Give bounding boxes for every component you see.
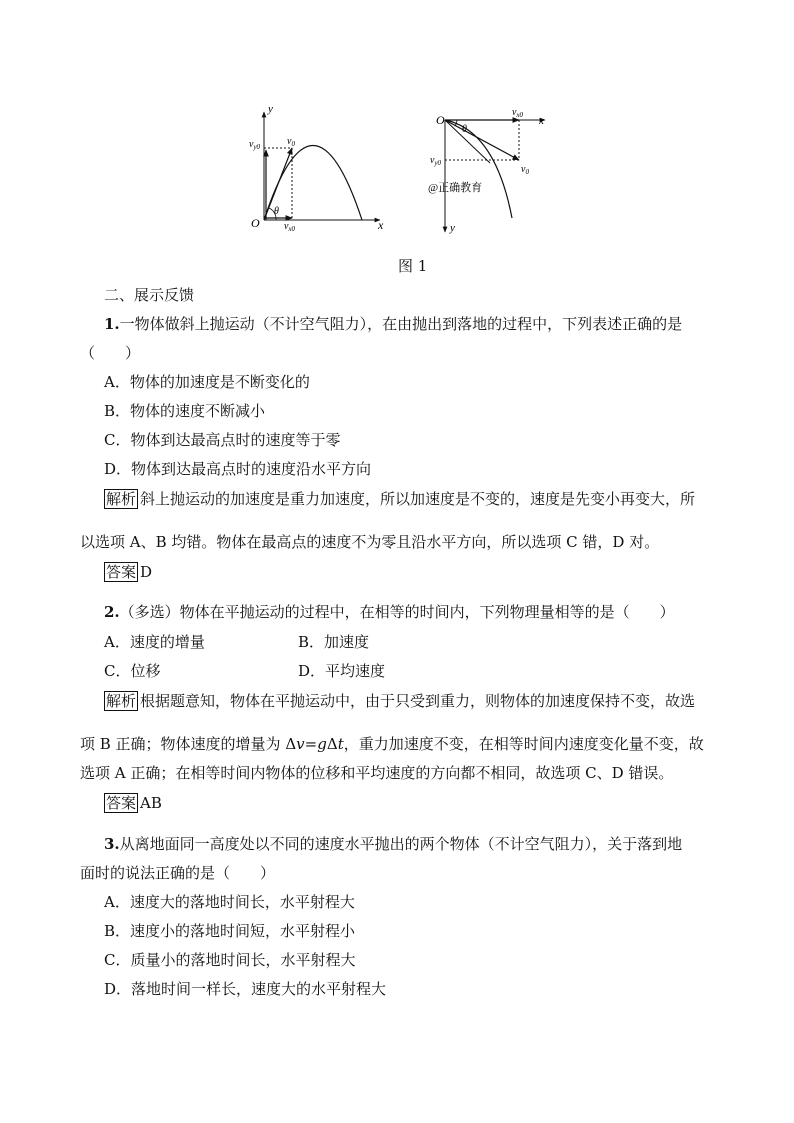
q2-answer-line (104, 793, 162, 813)
q1-analysis-text: 斜上抛运动的加速度是重力加速度，所以加速度是不变的，速度是先变小再变大，所 (140, 490, 696, 508)
q1-option-b: B．物体的速度不断减小 (104, 402, 266, 420)
q1-option-c: C．物体到达最高点时的速度等于零 (104, 431, 341, 449)
q2-answer-label: 答案 (106, 794, 137, 812)
right-v0-vector (445, 120, 519, 160)
q1-analysis-label: 解析 (106, 490, 137, 508)
q2-var-g: g (317, 735, 327, 753)
right-axis-x-label: x (539, 115, 544, 127)
right-watermark: @正确教育 (428, 182, 483, 194)
left-origin-label: O (251, 216, 260, 230)
q2-eq: = (304, 735, 318, 753)
q3-stem-text: 从离地面同一高度处以不同的速度水平抛出的两个物体（不计空气阻力），关于落到地 (119, 835, 683, 853)
right-axis-y-label: y (450, 222, 455, 234)
q2-option-c: C．位移 (104, 662, 161, 680)
section-title: 二、展示反馈 (104, 286, 195, 304)
q2-analysis-label: 解析 (106, 692, 137, 710)
q2-analysis-line3: 选项 A 正确；在相等时间内物体的位移和平均速度的方向都不相同，故选项 C、D 错误。 (80, 764, 674, 782)
figure-1 (240, 100, 560, 240)
q2-analysis-line1 (104, 691, 695, 711)
left-diagram (249, 103, 384, 233)
q2-stem (104, 602, 675, 622)
left-axis-y-label: y (268, 103, 273, 115)
right-v0-label: $v_0$ (521, 164, 529, 176)
q2-analysis-line2 (80, 734, 704, 754)
q2-analysis-line2-b: ，重力加速度不变，在相等时间内速度变化量不变，故 (343, 735, 704, 753)
q2-number: 2. (104, 603, 120, 621)
q1-option-a: A．物体的加速度是不断变化的 (104, 373, 310, 391)
left-v0-label: $v_0$ (287, 136, 295, 148)
right-trajectory (445, 120, 512, 218)
right-vy0-label: $v_{y0}$ (430, 155, 442, 167)
left-vy0-label: $v_{y0}$ (249, 139, 261, 151)
right-origin-label: O (436, 113, 445, 127)
right-vx0-label: $v_{x0}$ (512, 107, 524, 119)
q3-stem-line2: 面时的说法正确的是（ ） (80, 864, 276, 882)
q2-stem-text: （多选）物体在平抛运动的过程中，在相等的时间内，下列物理量相等的是（ ） (119, 603, 675, 621)
q2-var-t: t (337, 735, 344, 753)
q1-analysis-line1 (104, 489, 695, 509)
left-axis-x-label: x (378, 218, 384, 232)
q1-analysis-line2: 以选项 A、B 均错。物体在最高点的速度不为零且沿水平方向，所以选项 C 错，D 对。 (80, 533, 660, 551)
q3-option-a: A．速度大的落地时间长，水平射程大 (104, 893, 355, 911)
q2-option-a: A．速度的增量 (104, 633, 205, 651)
q2-option-d: D．平均速度 (298, 662, 386, 680)
q2-analysis-text: 根据题意知，物体在平抛运动中，由于只受到重力，则物体的加速度保持不变，故选 (140, 692, 696, 710)
right-diagram (428, 107, 545, 234)
q2-answer-value: AB (140, 794, 162, 812)
q2-delta: Δ (326, 735, 338, 753)
left-theta-label: θ (274, 206, 279, 217)
q1-answer-label: 答案 (106, 563, 137, 581)
q3-option-c: C．质量小的落地时间长，水平射程大 (104, 951, 356, 969)
q3-option-d: D．落地时间一样长，速度大的水平射程大 (104, 980, 387, 998)
figure-caption: 图 1 (398, 257, 428, 275)
q1-stem-line2: （ ） (80, 344, 141, 362)
q1-stem-line1 (104, 314, 682, 334)
q1-number: 1. (104, 315, 120, 333)
q2-option-b: B．加速度 (298, 633, 370, 651)
q1-answer-line (104, 562, 152, 582)
q2-var-v: v (296, 735, 305, 753)
q3-option-b: B．速度小的落地时间短，水平射程小 (104, 922, 356, 940)
q1-stem-text: 一物体做斜上抛运动（不计空气阻力），在由抛出到落地的过程中，下列表述正确的是 (119, 315, 683, 333)
right-theta-label: θ (462, 124, 467, 135)
q1-option-d: D．物体到达最高点时的速度沿水平方向 (104, 460, 372, 478)
q1-answer-value: D (140, 563, 153, 581)
left-vx0-label: $v_{x0}$ (284, 221, 296, 233)
q3-number: 3. (104, 835, 120, 853)
right-secant (445, 120, 490, 163)
q3-stem-line1 (104, 834, 682, 854)
q2-analysis-line2-a: 项 B 正确；物体速度的增量为 Δ (80, 735, 297, 753)
